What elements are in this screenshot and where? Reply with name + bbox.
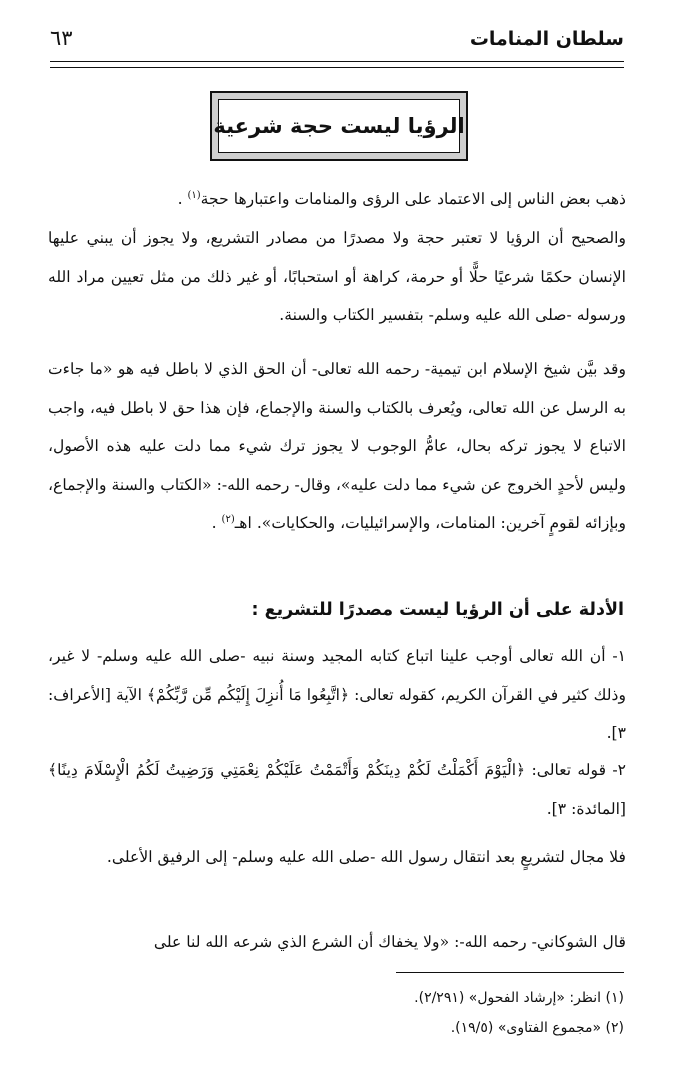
paragraph-shawkani: قال الشوكاني- رحمه الله-: «ولا يخفاك أن الشرع الذي شرعه الله لنا على — [153, 933, 626, 951]
paragraph-intro — [48, 180, 626, 219]
section-title: الرؤيا ليست حجة شرعية — [218, 99, 460, 153]
paragraph-no-legislation: فلا مجال لتشريعٍ بعد انتقال رسول الله -صلى الله عليه وسلم- إلى الرفيق الأعلى. — [106, 848, 626, 866]
footnote-2: (٢) «مجموع الفتاوى» (١٩/٥). — [450, 1020, 624, 1036]
evidence-1: ١- أن الله تعالى أوجب علينا اتباع كتابه المجيد وسنة نبيه -صلى الله عليه وسلم- لا غير، وذلك كثير في القرآن الكريم، كقوله تعالى: ﴿اتَّبِعُوا مَا أُنزِلَ إِلَيْكُم مِّن رَّبِّكُمْ﴾ الآية [الأعراف: ٣]. — [48, 647, 626, 742]
header-rule-top — [50, 61, 624, 62]
footnote-ref-1: (١) — [187, 189, 201, 201]
header-rule-bottom — [50, 67, 624, 68]
section-title-box — [210, 91, 468, 161]
paragraph-ibn-taymiyya — [48, 350, 626, 543]
footnote-1: (١) انظر: «إرشاد الفحول» (٢/٢٩١). — [414, 990, 624, 1006]
evidence-subheading: الأدلة على أن الرؤيا ليست مصدرًا للتشريع : — [251, 600, 624, 620]
running-title: سلطان المنامات — [469, 28, 624, 50]
paragraph-ibn-taymiyya-text: وقد بيَّن شيخ الإسلام ابن تيمية- رحمه الله تعالى- أن الحق الذي لا باطل فيه هو «ما جاءت به الرسل عن الله تعالى، ويُعرف بالكتاب والسنة والإجماع، فإن هذا حق لا باطل فيه، واجب الاتباع لا يجوز تركه بحال، عامُّ الوجوب لا يجوز ترك شيء مما دلت عليه هذه الأصول، وليس لأحدٍ الخروج عن شيء مما دلت عليه»، وقال- رحمه الله-: «الكتاب والسنة والإجماع، وبإزائه لقومٍ آخرين: المنامات، والإسرائيليات، والحكايات». اهـ — [48, 360, 626, 532]
paragraph-ibn-taymiyya-end: . — [211, 514, 222, 532]
page-number: ٦٣ — [50, 26, 73, 50]
evidence-2: ٢- قوله تعالى: ﴿الْيَوْمَ أَكْمَلْتُ لَكُمْ دِينَكُمْ وَأَتْمَمْتُ عَلَيْكُمْ نِعْمَتِي وَرَضِيتُ لَكُمُ الْإِسْلَامَ دِينًا﴾ [المائدة: ٣]. — [48, 761, 626, 818]
paragraph-intro-end: . — [177, 190, 188, 208]
footnote-ref-2: (٢) — [221, 513, 235, 525]
paragraph-correct-view: والصحيح أن الرؤيا لا تعتبر حجة ولا مصدرًا من مصادر التشريع، ولا يجوز أن يبني عليها الإنسان حكمًا شرعيًا حلًّا أو حرمة، كراهة أو استحبابًا، أو غير ذلك من مثل تعيين مراد الله ورسوله -صلى الله عليه وسلم- بتفسير الكتاب والسنة. — [48, 229, 626, 324]
running-header — [50, 22, 624, 62]
footnote-rule — [396, 972, 624, 973]
paragraph-intro-text: ذهب بعض الناس إلى الاعتماد على الرؤى والمنامات واعتبارها حجة — [200, 190, 626, 208]
